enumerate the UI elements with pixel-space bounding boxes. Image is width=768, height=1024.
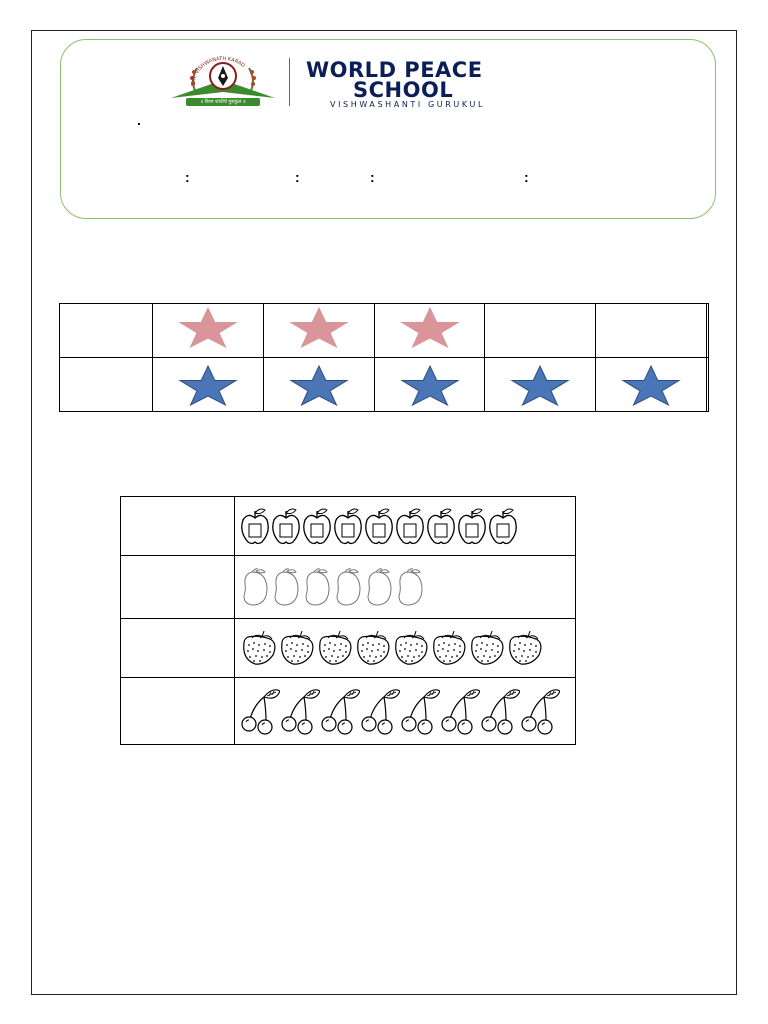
table-cell — [121, 556, 235, 619]
apple-icon — [426, 506, 457, 546]
star-icon — [400, 364, 460, 406]
fruit-cell — [235, 678, 576, 745]
apple-icon — [333, 506, 364, 546]
apple-icon — [364, 506, 395, 546]
mango-icon — [271, 566, 302, 608]
star-icon — [289, 306, 349, 348]
table-cell — [374, 358, 485, 412]
apple-icon — [302, 506, 333, 546]
cherry-icon — [280, 687, 320, 735]
apple-icon — [271, 506, 302, 546]
table-cell — [374, 304, 485, 358]
cherry-icon — [400, 687, 440, 735]
table-cell — [485, 304, 596, 358]
star-row-blue — [60, 358, 709, 412]
star-icon — [400, 306, 460, 348]
mango-icon — [395, 566, 426, 608]
star-row-pink — [60, 304, 709, 358]
strawberry-icon — [240, 629, 278, 667]
cherry-icon — [360, 687, 400, 735]
table-cell — [596, 304, 707, 358]
fruit-row-mangoes — [121, 556, 576, 619]
strawberry-icon — [430, 629, 468, 667]
table-cell — [263, 358, 374, 412]
strawberry-icon — [316, 629, 354, 667]
table-cell — [60, 304, 153, 358]
table-cell — [60, 358, 153, 412]
star-icon — [621, 364, 681, 406]
fruit-cell — [235, 619, 576, 678]
table-cell — [485, 358, 596, 412]
cherry-icon — [480, 687, 520, 735]
apple-icon — [395, 506, 426, 546]
school-name-line1: WORLD PEACE — [306, 58, 483, 82]
star-table — [59, 303, 709, 412]
star-icon — [178, 306, 238, 348]
cherry-icon — [240, 687, 280, 735]
svg-text:DR. VISHWANATH KARAD: DR. VISHWANATH KARAD — [190, 55, 246, 85]
apple-icon — [488, 506, 519, 546]
fruit-cell — [235, 556, 576, 619]
header-colon-4: : — [524, 169, 529, 185]
star-icon — [510, 364, 570, 406]
cherry-icon — [520, 687, 560, 735]
table-cell — [121, 497, 235, 556]
header-colon-1: : — [185, 169, 190, 185]
cherry-icon — [320, 687, 360, 735]
apple-icon — [240, 506, 271, 546]
table-cell — [263, 304, 374, 358]
table-cell — [596, 358, 707, 412]
table-cell — [121, 619, 235, 678]
school-subtitle: VISHWASHANTI GURUKUL — [330, 100, 486, 109]
star-icon — [289, 364, 349, 406]
fruit-cell — [235, 497, 576, 556]
header-colon-2: : — [295, 169, 300, 185]
mango-icon — [364, 566, 395, 608]
table-cell — [121, 678, 235, 745]
table-cell — [707, 358, 709, 412]
cherry-icon — [440, 687, 480, 735]
strawberry-icon — [468, 629, 506, 667]
header-colon-3: : — [370, 169, 375, 185]
star-icon — [178, 364, 238, 406]
table-cell — [153, 304, 264, 358]
fruit-row-apples — [121, 497, 576, 556]
table-cell — [153, 358, 264, 412]
apple-icon — [457, 506, 488, 546]
fruit-row-cherries — [121, 678, 576, 745]
header-dot: . — [137, 112, 141, 128]
emblem-motto: ॥ विश्व शांतीचे गुरुकुल ॥ — [186, 98, 260, 106]
strawberry-icon — [354, 629, 392, 667]
strawberry-icon — [506, 629, 544, 667]
mango-icon — [240, 566, 271, 608]
fruit-table — [120, 496, 576, 745]
mango-icon — [302, 566, 333, 608]
mango-icon — [333, 566, 364, 608]
strawberry-icon — [278, 629, 316, 667]
fruit-row-strawberries — [121, 619, 576, 678]
strawberry-icon — [392, 629, 430, 667]
school-name-line2: SCHOOL — [353, 78, 454, 102]
logo-divider — [289, 58, 290, 106]
table-cell — [707, 304, 709, 358]
